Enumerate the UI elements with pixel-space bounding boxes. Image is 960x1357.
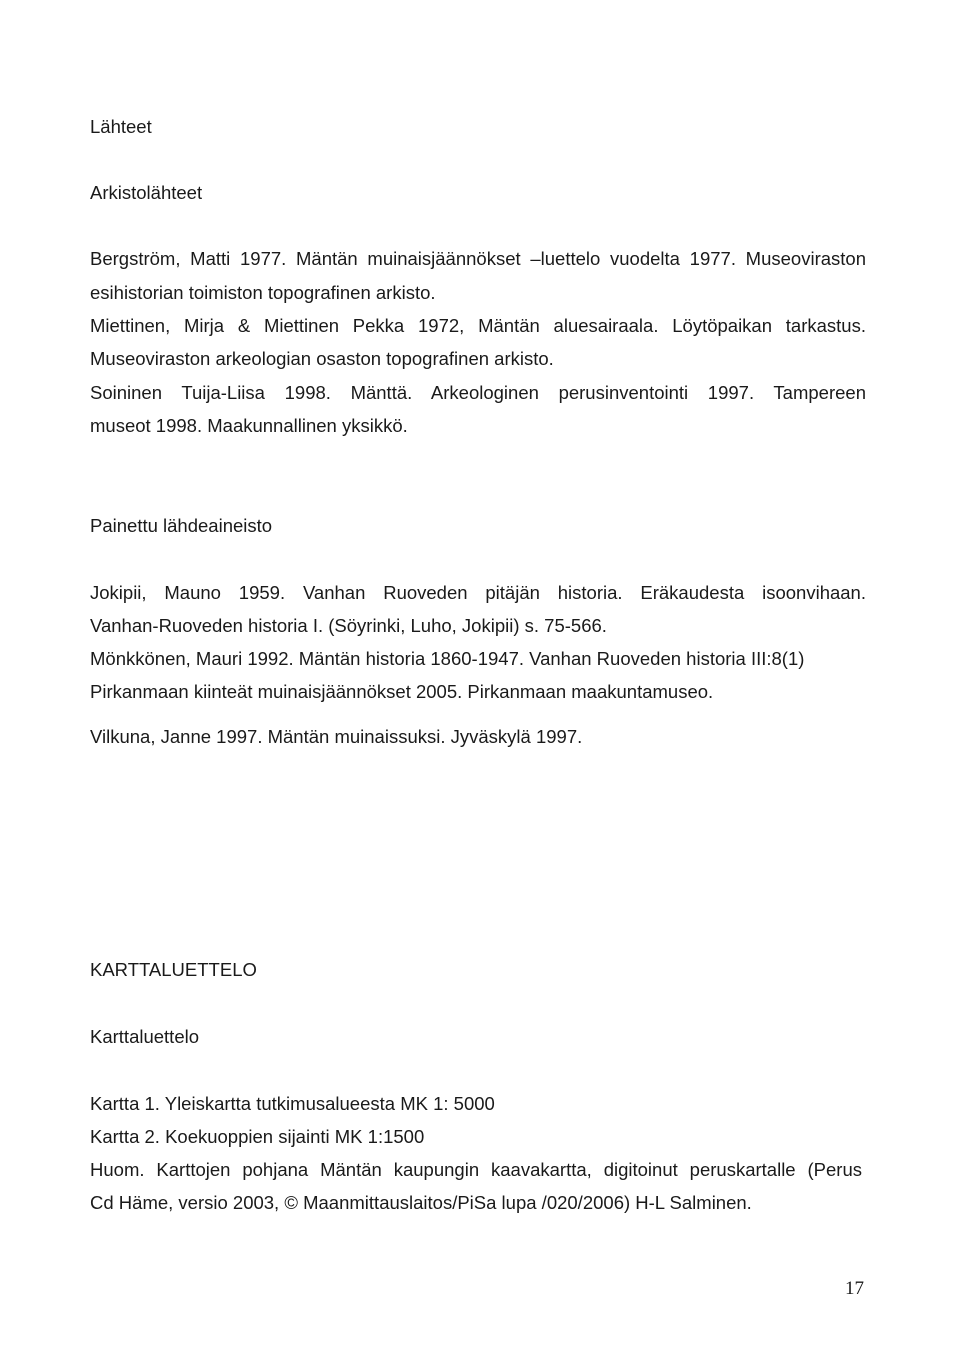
map-list-subheading: Karttaluettelo [90, 1026, 200, 1047]
page-number: 17 [845, 1278, 864, 1299]
map-list-item: Kartta 1. Yleiskartta tutkimusalueesta MK 1: 5000 [90, 1093, 495, 1114]
reference-line: Mönkkönen, Mauri 1992. Mäntän historia 1860-1947. Vanhan Ruoveden historia III:8(1) [90, 648, 805, 669]
reference-line: Miettinen, Mirja & Miettinen Pekka 1972, Mäntän aluesairaala. Löytöpaikan tarkastus. [90, 315, 866, 336]
reference-line: Bergström, Matti 1977. Mäntän muinaisjäännökset –luettelo vuodelta 1977. Museoviraston [90, 248, 866, 269]
map-list-item: Kartta 2. Koekuoppien sijainti MK 1:1500 [90, 1126, 425, 1147]
reference-line: Pirkanmaan kiinteät muinaisjäännökset 2005. Pirkanmaan maakuntamuseo. [90, 681, 714, 702]
reference-line: museot 1998. Maakunnallinen yksikkö. [90, 415, 408, 436]
reference-line: Soininen Tuija-Liisa 1998. Mänttä. Arkeologinen perusinventointi 1997. Tampereen [90, 382, 866, 403]
map-note-line: Huom. Karttojen pohjana Mäntän kaupungin kaavakartta, digitoinut peruskartalle (Perus [90, 1159, 862, 1180]
reference-line: Vanhan-Ruoveden historia I. (Söyrinki, Luho, Jokipii) s. 75-566. [90, 615, 607, 636]
reference-line: Vilkuna, Janne 1997. Mäntän muinaissuksi. Jyväskylä 1997. [90, 726, 583, 747]
map-list-heading: KARTTALUETTELO [90, 959, 257, 980]
reference-line: esihistorian toimiston topografinen arkisto. [90, 282, 436, 303]
archive-sources-heading: Arkistolähteet [90, 182, 203, 203]
map-note-line: Cd Häme, versio 2003, © Maanmittauslaitos/PiSa lupa /020/2006) H-L Salminen. [90, 1192, 752, 1213]
reference-line: Jokipii, Mauno 1959. Vanhan Ruoveden pitäjän historia. Eräkaudesta isoonvihaan. [90, 582, 866, 603]
reference-line: Museoviraston arkeologian osaston topografinen arkisto. [90, 348, 554, 369]
sources-heading: Lähteet [90, 116, 152, 137]
printed-sources-heading: Painettu lähdeaineisto [90, 515, 273, 536]
